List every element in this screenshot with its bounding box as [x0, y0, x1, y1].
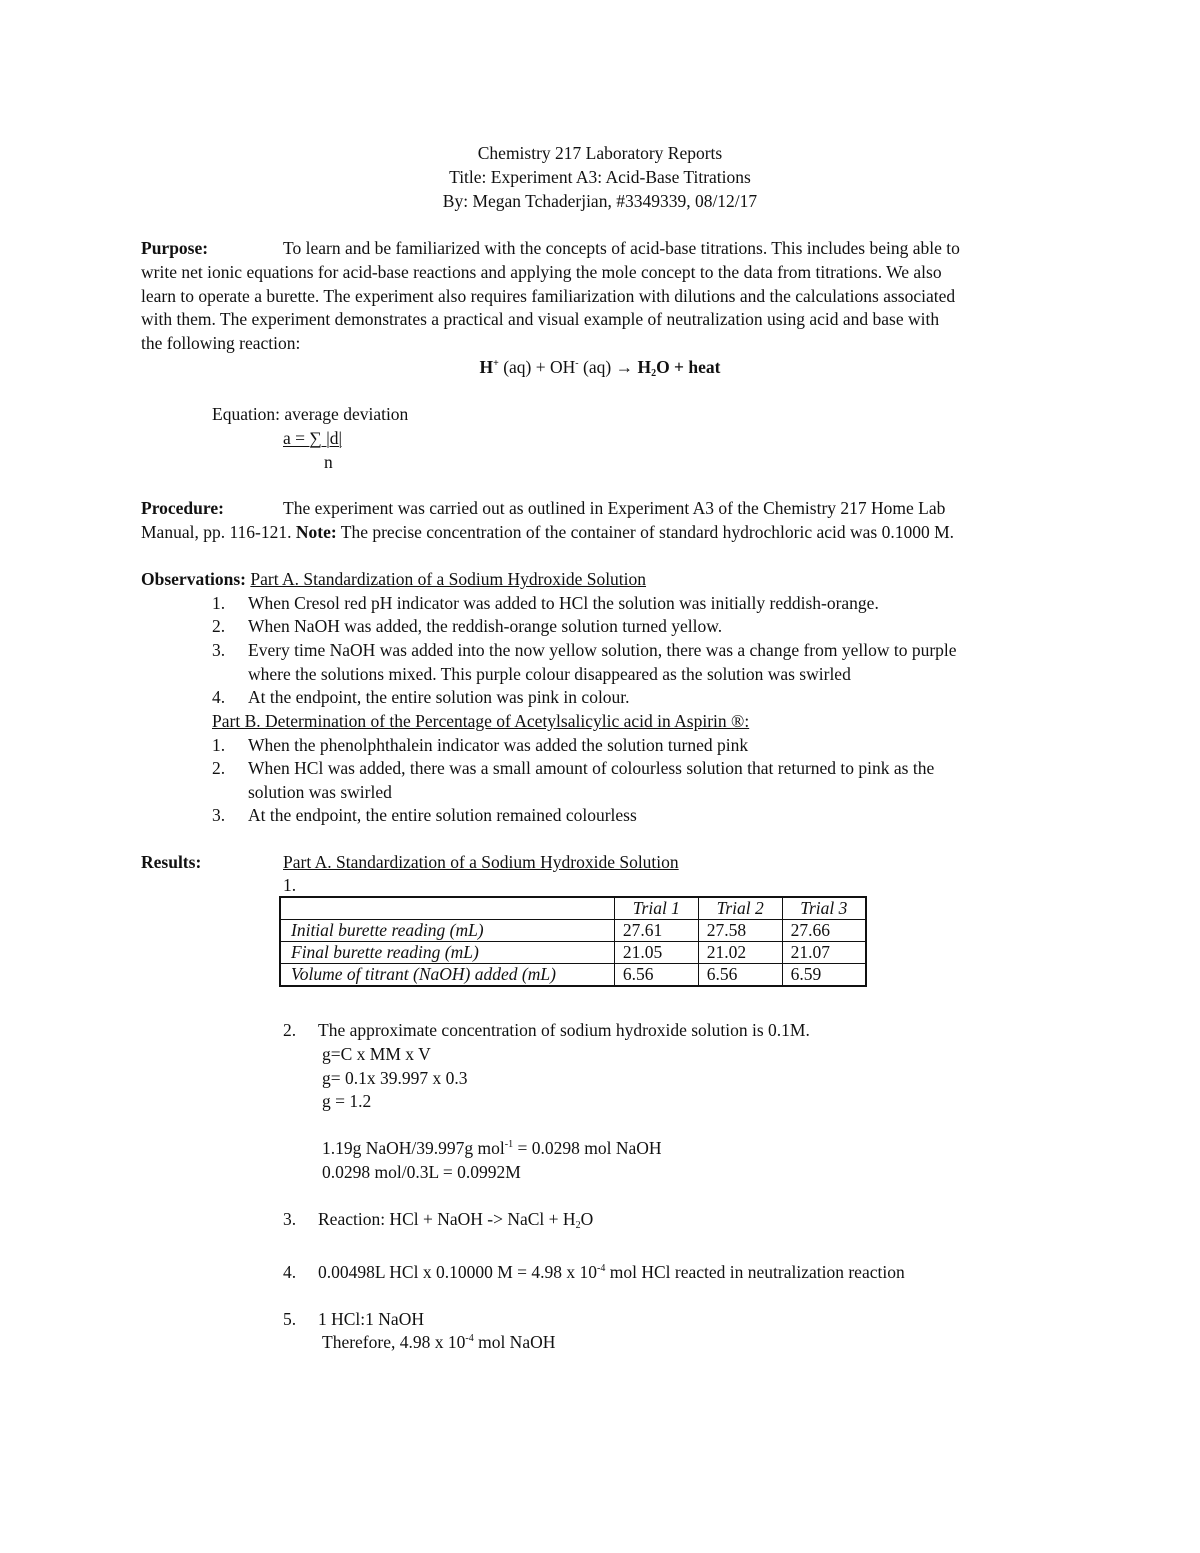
reaction-line-sub: 2: [575, 1220, 581, 1231]
equation-formula-text: a = ∑ |d|: [283, 428, 342, 448]
observations-part-a-title: Part A. Standardization of a Sodium Hydroxide Solution: [250, 569, 647, 589]
reaction-oh-charge: -: [575, 358, 579, 369]
obs-b-num-3: 3.: [212, 805, 226, 825]
reaction-product-h: H: [633, 357, 652, 377]
table-header-cell: Trial 1: [614, 897, 698, 920]
results-part-a-title-text: Part A. Standardization of a Sodium Hydroxide Solution: [283, 852, 679, 872]
procedure-label: [141, 500, 224, 518]
reaction-aq: (aq): [578, 357, 616, 377]
observations-heading: [141, 571, 646, 589]
obs-b-item-3: At the endpoint, the entire solution remained colourless: [248, 805, 637, 825]
obs-a-item-4: At the endpoint, the entire solution was pink in colour.: [248, 687, 630, 707]
results-item-5-num: 5.: [283, 1309, 297, 1329]
mol-naoh-b: mol NaOH: [473, 1332, 556, 1352]
procedure-line-2-a: Manual, pp. 116-121.: [141, 522, 296, 542]
equation-formula: [283, 430, 342, 448]
table-row: [280, 964, 866, 987]
results-item-1-num: 1.: [283, 875, 297, 895]
observations-part-b-title: [212, 713, 749, 731]
table-row-label: Final burette reading (mL): [280, 942, 614, 964]
results-item-3-num: 3.: [283, 1209, 297, 1229]
mol-naoh-sup: -4: [465, 1333, 474, 1344]
purpose-line-4: with them. The experiment demonstrates a practical and visual example of neutralization using acid and base with: [141, 309, 940, 329]
calc-line-4-a: 1.19g NaOH/39.997g mol: [322, 1138, 505, 1158]
observations-label: Observations:: [141, 569, 246, 589]
table-cell: 27.66: [782, 920, 866, 942]
table-cell: 21.02: [698, 942, 782, 964]
reaction-h-charge: +: [493, 358, 499, 369]
neutralization-reaction: [0, 359, 1200, 377]
calc-line-2: g= 0.1x 39.997 x 0.3: [322, 1068, 468, 1088]
obs-a-item-3: Every time NaOH was added into the now yellow solution, there was a change from yellow to purple: [248, 640, 957, 660]
mol-hcl-b: mol HCl reacted in neutralization reaction: [605, 1262, 905, 1282]
table-row-label: Initial burette reading (mL): [280, 920, 614, 942]
mol-naoh-a: Therefore, 4.98 x 10: [322, 1332, 466, 1352]
obs-a-item-1: When Cresol red pH indicator was added to HCl the solution was initially reddish-orange.: [248, 593, 879, 613]
procedure-note-label: Note:: [295, 522, 337, 542]
purpose-label-text: Purpose:: [141, 238, 209, 258]
obs-a-num-4: 4.: [212, 687, 226, 707]
purpose-line-1: To learn and be familiarized with the concepts of acid-base titrations. This includes being able to: [283, 238, 960, 258]
obs-a-num-3: 3.: [212, 640, 226, 660]
purpose-line-5: the following reaction:: [141, 333, 301, 353]
table-cell: 6.56: [698, 964, 782, 987]
table-row: [280, 942, 866, 964]
obs-a-item-2: When NaOH was added, the reddish-orange solution turned yellow.: [248, 616, 723, 636]
results-item-2-num: 2.: [283, 1020, 297, 1040]
results-label: [141, 854, 201, 872]
author-line: By: Megan Tchaderjian, #3349339, 08/12/17: [442, 191, 758, 211]
results-item-5-line-2: [322, 1334, 555, 1352]
equation-label: Equation: average deviation: [212, 404, 409, 424]
table-cell: 27.58: [698, 920, 782, 942]
course-heading: Chemistry 217 Laboratory Reports: [477, 143, 723, 163]
results-item-4-num: 4.: [283, 1262, 297, 1282]
calc-line-1: g=C x MM x V: [322, 1044, 431, 1064]
table-cell: 27.61: [614, 920, 698, 942]
results-part-a-title: [283, 854, 679, 872]
obs-a-num-1: 1.: [212, 593, 226, 613]
purpose-line-2: write net ionic equations for acid-base reactions and applying the mole concept to the data from titrations. We also: [141, 262, 942, 282]
calc-line-5: 0.0298 mol/0.3L = 0.0992M: [322, 1162, 521, 1182]
procedure-line-2-b: The precise concentration of the container of standard hydrochloric acid was 0.1000 M.: [336, 522, 955, 542]
procedure-line-2: [141, 524, 954, 542]
reaction-line-a: Reaction: HCl + NaOH -> NaCl + H: [318, 1209, 576, 1229]
table-cell: 21.05: [614, 942, 698, 964]
obs-b-num-1: 1.: [212, 735, 226, 755]
table-cell: 6.56: [614, 964, 698, 987]
results-item-3-text: [318, 1211, 593, 1229]
reaction-mid: (aq) + OH: [498, 357, 576, 377]
calc-line-4-b: = 0.0298 mol NaOH: [513, 1138, 662, 1158]
results-item-2-text: The approximate concentration of sodium hydroxide solution is 0.1M.: [318, 1020, 810, 1040]
table-row: [280, 920, 866, 942]
table-cell: 21.07: [782, 942, 866, 964]
table-cell: 6.59: [782, 964, 866, 987]
reaction-line-b: O: [580, 1209, 594, 1229]
table-header-cell: Trial 2: [698, 897, 782, 920]
calc-line-4: [322, 1140, 662, 1158]
table-header-row: [280, 897, 866, 920]
mol-hcl-sup: -4: [597, 1263, 606, 1274]
procedure-label-text: Procedure:: [141, 498, 224, 518]
obs-a-item-3-cont: where the solutions mixed. This purple colour disappeared as the solution was swirled: [248, 664, 851, 684]
purpose-label: [141, 240, 208, 258]
results-label-text: Results:: [141, 852, 202, 872]
mol-hcl-a: 0.00498L HCl x 0.10000 M = 4.98 x 10: [318, 1262, 598, 1282]
reaction-product-rest: O + heat: [656, 357, 721, 377]
calc-line-3: g = 1.2: [322, 1091, 372, 1111]
observations-part-b-title-text: Part B. Determination of the Percentage of Acetylsalicylic acid in Aspirin ®:: [212, 711, 750, 731]
table-row-label: Volume of titrant (NaOH) added (mL): [280, 964, 614, 987]
purpose-line-3: learn to operate a burette. The experiment also requires familiarization with dilutions and the calculations associated: [141, 286, 956, 306]
obs-b-item-2: When HCl was added, there was a small amount of colourless solution that returned to pink as the: [248, 758, 935, 778]
report-title: Title: Experiment A3: Acid-Base Titrations: [449, 167, 751, 187]
titration-results-table: [279, 896, 867, 987]
procedure-line-1: The experiment was carried out as outlined in Experiment A3 of the Chemistry 217 Home Lab: [283, 498, 946, 518]
obs-b-item-1: When the phenolphthalein indicator was added the solution turned pink: [248, 735, 749, 755]
table-header-cell: [280, 897, 614, 920]
obs-b-item-2-cont: solution was swirled: [248, 782, 392, 802]
reaction-h: H: [479, 357, 494, 377]
table-header-cell: Trial 3: [782, 897, 866, 920]
reaction-product-sub: 2: [651, 368, 657, 379]
obs-b-num-2: 2.: [212, 758, 226, 778]
obs-a-num-2: 2.: [212, 616, 226, 636]
calc-line-4-sup: -1: [504, 1139, 514, 1150]
results-item-4-text: [318, 1264, 905, 1282]
reaction-arrow-icon: →: [615, 357, 634, 377]
equation-denominator: n: [324, 452, 333, 472]
results-item-5-text: 1 HCl:1 NaOH: [318, 1309, 424, 1329]
